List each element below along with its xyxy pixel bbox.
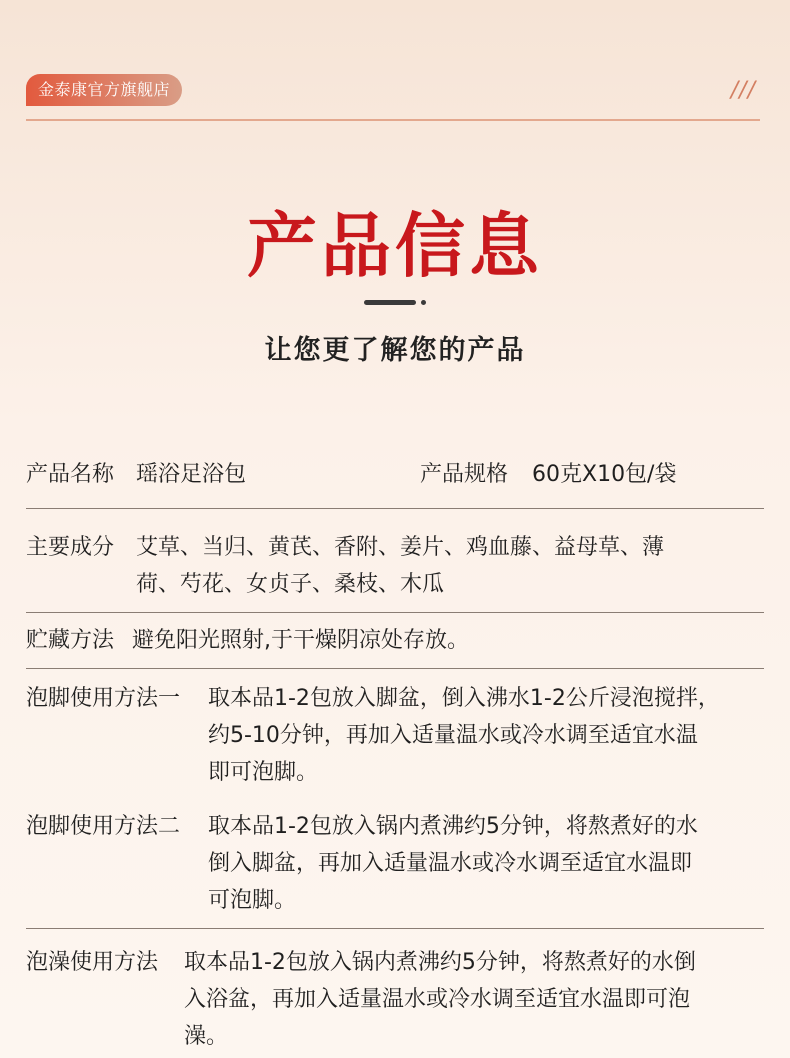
row-divider [26,668,764,669]
ingredients-row [26,529,764,603]
page-title: 产品信息 [247,205,543,287]
header-divider [26,119,760,121]
foot-method-2-line: 可泡脚。 [208,888,297,913]
ingredients-line: 荷、芍花、女贞子、桑枝、木瓜 [136,572,445,597]
foot-method-1-row [26,680,764,791]
foot-method-1-line: 约5-10分钟，再加入适量温水或冷水调至适宜水温 [208,723,698,748]
product-spec-value: 60克X10包/袋 [532,462,677,487]
row-divider [26,508,764,509]
bath-method-row [26,944,764,1055]
foot-method-1-label: 泡脚使用方法一 [26,686,181,711]
decorative-slashes: /// [730,78,756,103]
bath-method-line: 入浴盆，再加入适量温水或冷水调至适宜水温即可泡 [184,987,691,1012]
product-name-value: 瑶浴足浴包 [136,462,247,487]
title-underline [364,300,416,305]
storage-row [26,622,764,659]
storage-label: 贮藏方法 [26,628,115,653]
foot-method-1-line: 取本品1-2包放入脚盆，倒入沸水1-2公斤浸泡搅拌， [208,686,720,711]
bath-method-line: 取本品1-2包放入锅内煮沸约5分钟，将熬煮好的水倒 [184,950,696,975]
foot-method-1-line: 即可泡脚。 [208,760,319,785]
storage-value: 避免阳光照射,于干燥阴凉处存放。 [132,628,469,653]
title-underline-dot [421,300,426,305]
foot-method-1-value [208,680,720,791]
foot-method-2-line: 取本品1-2包放入锅内煮沸约5分钟，将熬煮好的水 [208,814,698,839]
row-divider [26,612,764,613]
row-divider [26,928,764,929]
bath-method-label: 泡澡使用方法 [26,950,159,975]
foot-method-2-label: 泡脚使用方法二 [26,814,181,839]
foot-method-2-line: 倒入脚盆，再加入适量温水或冷水调至适宜水温即 [208,851,693,876]
bath-method-value [184,944,696,1055]
foot-method-2-row [26,808,764,919]
ingredients-line: 艾草、当归、黄芪、香附、姜片、鸡血藤、益母草、薄 [136,535,665,560]
foot-method-2-value [208,808,698,919]
page-subtitle: 让您更了解您的产品 [264,335,526,366]
bath-method-line: 澡。 [184,1024,229,1049]
product-name-label: 产品名称 [26,462,115,487]
product-spec-label: 产品规格 [420,462,509,487]
store-badge: 金泰康官方旗舰店 [26,74,182,106]
ingredients-value [136,529,664,603]
ingredients-label: 主要成分 [26,535,115,560]
product-name-row [26,456,764,493]
